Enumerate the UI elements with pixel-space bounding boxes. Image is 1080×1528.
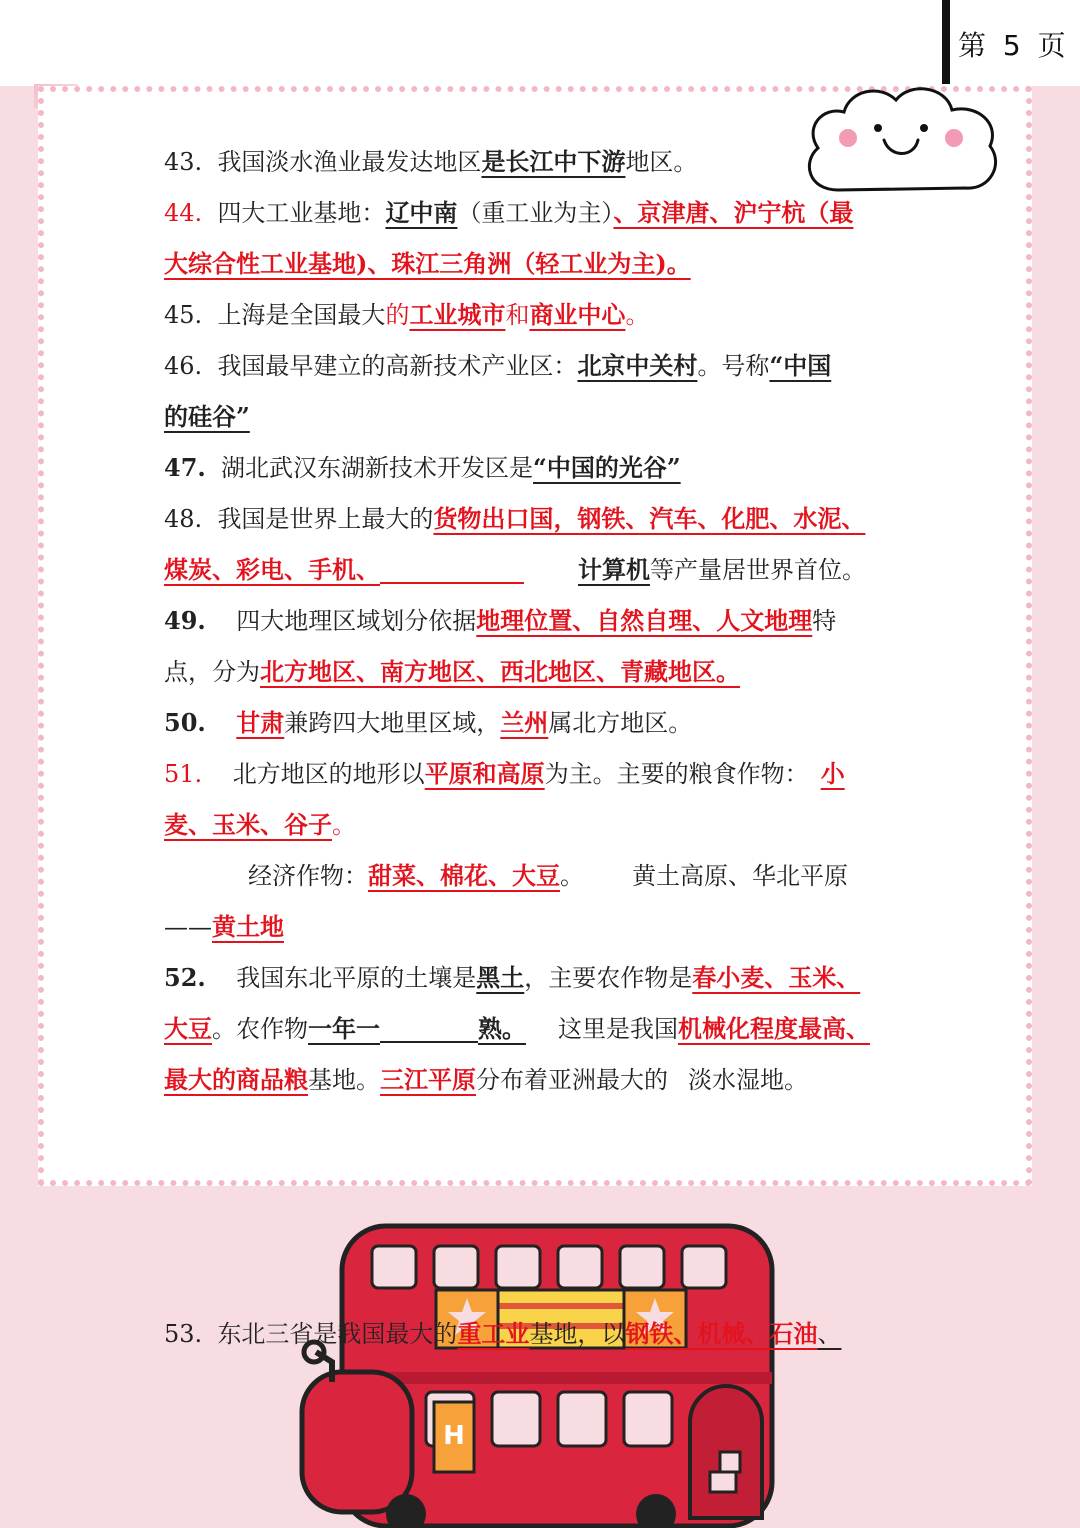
double-decker-bus-illustration xyxy=(296,1222,780,1528)
item-49: 49. 四大地理区域划分依据地理位置、自然自理、人文地理特 xyxy=(164,606,837,635)
item-51-soil: ——黄土地 xyxy=(164,912,284,941)
item-53: 53. 东北三省是我国最大的重工业基地，以钢铁、机械、石油、 xyxy=(164,1319,842,1348)
answer-blank xyxy=(380,1009,478,1043)
item-45: 45. 上海是全国最大的工业城市和商业中心。 xyxy=(164,300,650,329)
item-47: 47. 湖北武汉东湖新技术开发区是“中国的光谷” xyxy=(164,453,681,482)
item-51-crops: 经济作物：甜菜、棉花、大豆。 黄土高原、华北平原 xyxy=(248,861,848,890)
item-46: 46. 我国最早建立的高新技术产业区：北京中关村。号称“中国 xyxy=(164,351,832,380)
page-header xyxy=(0,0,1080,86)
notes-content xyxy=(164,136,920,1105)
item-44: 44. 四大工业基地：辽中南（重工业为主）、京津唐、沪宁杭（最 xyxy=(164,198,854,227)
item-52-cont: 大豆。农作物一年一 熟。 这里是我国机械化程度最高、 xyxy=(164,1003,920,1054)
item-51: 51. 北方地区的地形以平原和高原为主。主要的粮食作物： 小 xyxy=(164,759,845,788)
item-48: 48. 我国是世界上最大的货物出口国，钢铁、汽车、化肥、水泥、 xyxy=(164,504,866,533)
page-number: 第 5 页 xyxy=(958,29,1070,62)
item-48-cont: 煤炭、彩电、手机、 计算机等产量居世界首位。 xyxy=(164,544,920,595)
item-43: 43. 我国淡水渔业最发达地区是长江中下游地区。 xyxy=(164,147,698,176)
item-49-cont: 点，分为北方地区、南方地区、西北地区、青藏地区。 xyxy=(164,657,740,686)
item-51-cont: 麦、玉米、谷子。 xyxy=(164,810,356,839)
page-divider xyxy=(942,0,950,84)
item-52-cont2: 最大的商品粮基地。三江平原分布着亚洲最大的 淡水湿地。 xyxy=(164,1065,808,1094)
svg-text:H: H xyxy=(443,1421,465,1451)
item-46-cont: 的硅谷” xyxy=(164,402,250,431)
answer-blank xyxy=(380,550,524,584)
item-52: 52. 我国东北平原的土壤是黑土，主要农作物是春小麦、玉米、 xyxy=(164,963,861,992)
item-44-cont: 大综合性工业基地)、珠江三角洲（轻工业为主)。 xyxy=(164,249,691,278)
item-50: 50. 甘肃兼跨四大地里区域，兰州属北方地区。 xyxy=(164,708,693,737)
